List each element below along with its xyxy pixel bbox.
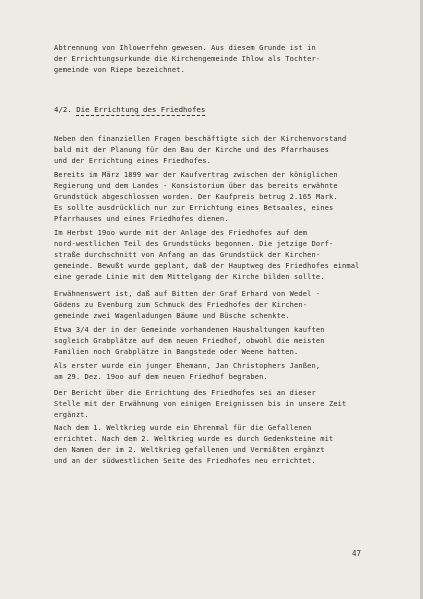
- text-line: Als erster wurde ein junger Ehemann, Jan Christophers Janßen,: [54, 362, 321, 370]
- text-line: am 29. Dez. 19oo auf dem neuen Friedhof begraben.: [54, 373, 268, 381]
- text-line: Im Herbst 19oo wurde mit der Anlage des Friedhofes auf dem: [54, 229, 308, 237]
- text-line: errichtet. Nach dem 2. Weltkrieg wurde es durch Gedenksteine mit: [54, 435, 334, 443]
- paragraph-planning: [54, 134, 384, 167]
- text-line: und an der südwestlichen Seite des Friedhofes neu errichtet.: [54, 457, 316, 465]
- paragraph-kaufvertrag: [54, 170, 384, 225]
- text-line: straße durchschnitt von Anfang an das Grundstück der Kirchen-: [54, 251, 321, 259]
- paragraph-grabplaetze: [54, 325, 384, 358]
- text-line: Familien noch Grabplätze in Bangstede oder Weene hatten.: [54, 348, 299, 356]
- paragraph-schenkung: [54, 289, 384, 322]
- text-line: gemeinde. Bewußt wurde geplant, daß der Hauptweg des Friedhofes einmal: [54, 262, 360, 270]
- paragraph-bericht: [54, 388, 384, 421]
- text-line: ergänzt.: [54, 411, 89, 419]
- text-line: Erwähnenswert ist, daß auf Bitten der Graf Erhard von Wedel -: [54, 290, 321, 298]
- text-line: bald mit der Planung für den Bau der Kirche und des Pfarrhauses: [54, 146, 329, 154]
- text-line: Bereits im März 1899 war der Kaufvertrag zwischen der königlichen: [54, 171, 338, 179]
- text-line: Pfarrhauses und eines Friedhofes dienen.: [54, 215, 229, 223]
- paragraph-ehrenmal: [54, 423, 384, 467]
- section-title: Die Errichtung des Friedhofes: [76, 105, 206, 114]
- text-line: Gödens zu Evenburg zum Schmuck des Friedhofes der Kirchen-: [54, 301, 308, 309]
- paragraph-anlage: [54, 228, 384, 283]
- page-number: 47: [352, 549, 362, 558]
- text-line: Regierung und dem Landes - Konsistorium über das bereits erwähnte: [54, 182, 338, 190]
- text-line: eine gerade Linie mit dem Mittelgang der Kirche bilden sollte.: [54, 273, 325, 281]
- text-line: Neben den finanziellen Fragen beschäftigte sich der Kirchenvorstand: [54, 135, 347, 143]
- text-line: Der Bericht über die Errichtung des Friedhofes sei an dieser: [54, 389, 316, 397]
- text-line: sogleich Grabplätze auf dem neuen Friedhof, obwohl die meisten: [54, 337, 325, 345]
- text-line: Es sollte ausdrücklich nur zur Errichtung eines Betsaales, eines: [54, 204, 334, 212]
- section-heading: [54, 104, 205, 115]
- text-line: nord-westlichen Teil des Grundstücks begonnen. Die jetzige Dorf-: [54, 240, 334, 248]
- text-line: Abtrennung von Ihlowerfehn gewesen. Aus diesem Grunde ist in: [54, 44, 316, 52]
- text-line: Nach dem 1. Weltkrieg wurde ein Ehrenmal für die Gefallenen: [54, 424, 312, 432]
- text-line: Etwa 3/4 der in der Gemeinde vorhandenen Haushaltungen kauften: [54, 326, 325, 334]
- text-line: und der Errichtung eines Friedhofes.: [54, 157, 212, 165]
- text-line: gemeinde zwei Wagenladungen Bäume und Büsche schenkte.: [54, 312, 290, 320]
- intro-text: [54, 43, 384, 76]
- section-number: 4/2.: [54, 105, 72, 114]
- text-line: der Errichtungsurkunde die Kirchengemeinde Ihlow als Tochter-: [54, 55, 321, 63]
- text-line: Grundstück abgeschlossen worden. Der Kaufpreis betrug 2.165 Mark.: [54, 193, 338, 201]
- text-line: den Namen der im 2. Weltkrieg gefallenen und Vermißten ergänzt: [54, 446, 325, 454]
- text-line: Stelle mit der Erwähnung von einigen Ereignissen bis in unsere Zeit: [54, 400, 347, 408]
- text-line: gemeinde von Riepe bezeichnet.: [54, 66, 185, 74]
- paragraph-erste-beerdigung: [54, 361, 384, 383]
